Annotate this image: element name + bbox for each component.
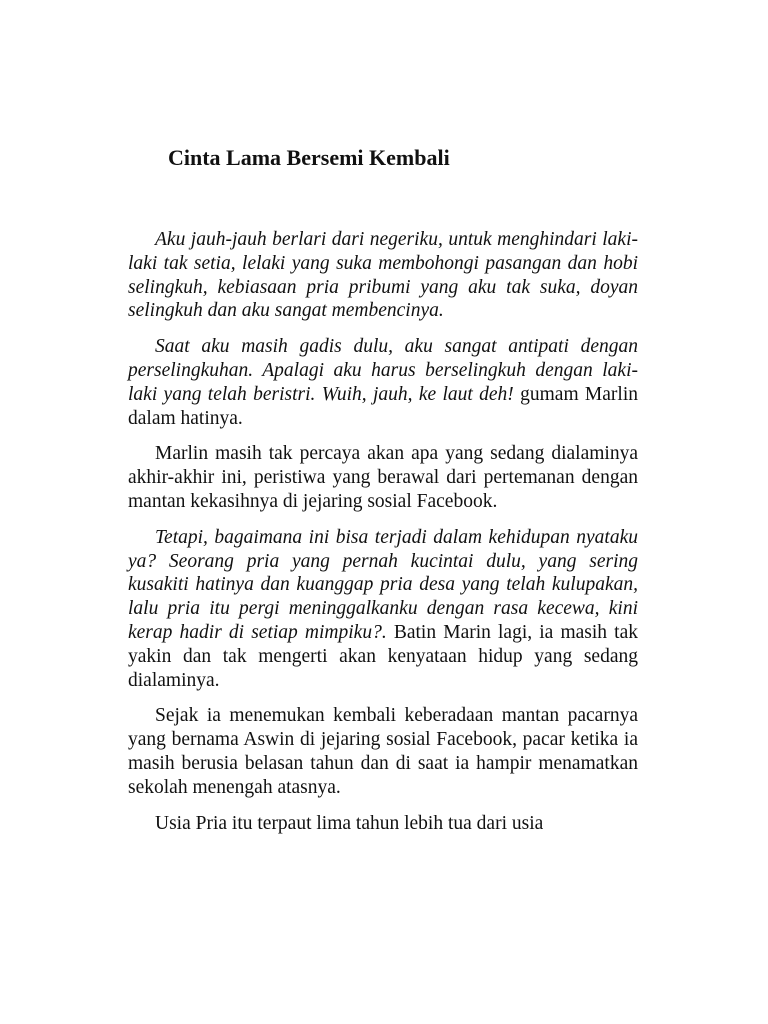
paragraph	[128, 335, 638, 430]
paragraph-italic-text: Saat aku masih gadis dulu, aku sangat antipati dengan perselingkuhan. Apalagi aku harus berselingkuh dengan laki-laki yang telah beristri. Wuih, jauh, ke laut deh!	[128, 336, 638, 405]
document-body	[128, 228, 638, 847]
paragraph	[128, 442, 638, 513]
paragraph-plain-text: Usia Pria itu terpaut lima tahun lebih tua dari usia	[155, 812, 544, 834]
paragraph-plain-text: Sejak ia menemukan kembali keberadaan mantan pacarnya yang bernama Aswin di jejaring sosial Facebook, pacar ketika ia masih berusia belasan tahun dan di saat ia hampir menamatkan sekolah menengah atasnya.	[128, 705, 638, 798]
paragraph-italic-text: Tetapi, bagaimana ini bisa terjadi dalam kehidupan nyataku ya? Seorang pria yang pernah kucintai dulu, yang sering kusakiti hatinya dan kuanggap pria desa yang telah kulupakan, lalu pria itu pergi meninggalkanku dengan rasa kecewa, kini kerap hadir di setiap mimpiku?.	[128, 526, 638, 643]
paragraph	[128, 526, 638, 693]
paragraph-plain-text: Batin Marin lagi, ia masih tak yakin dan tak mengerti akan kenyataan hidup yang sedang dialaminya.	[128, 621, 638, 691]
paragraph	[128, 228, 638, 323]
paragraph-plain-text: gumam Marlin dalam hatinya.	[128, 383, 638, 429]
paragraph-plain-text: Marlin masih tak percaya akan apa yang sedang dialaminya akhir-akhir ini, peristiwa yang berawal dari pertemanan dengan mantan kekasihnya di jejaring sosial Facebook.	[128, 443, 638, 512]
paragraph-italic-text: Aku jauh-jauh berlari dari negeriku, untuk menghindari laki-laki tak setia, lelaki yang suka membohongi pasangan dan hobi selingkuh, kebiasaan pria pribumi yang aku tak suka, doyan selingkuh dan aku sangat membencinya.	[128, 229, 638, 322]
paragraph	[128, 812, 638, 836]
paragraph	[128, 704, 638, 799]
document-title: Cinta Lama Bersemi Kembali	[168, 145, 450, 170]
